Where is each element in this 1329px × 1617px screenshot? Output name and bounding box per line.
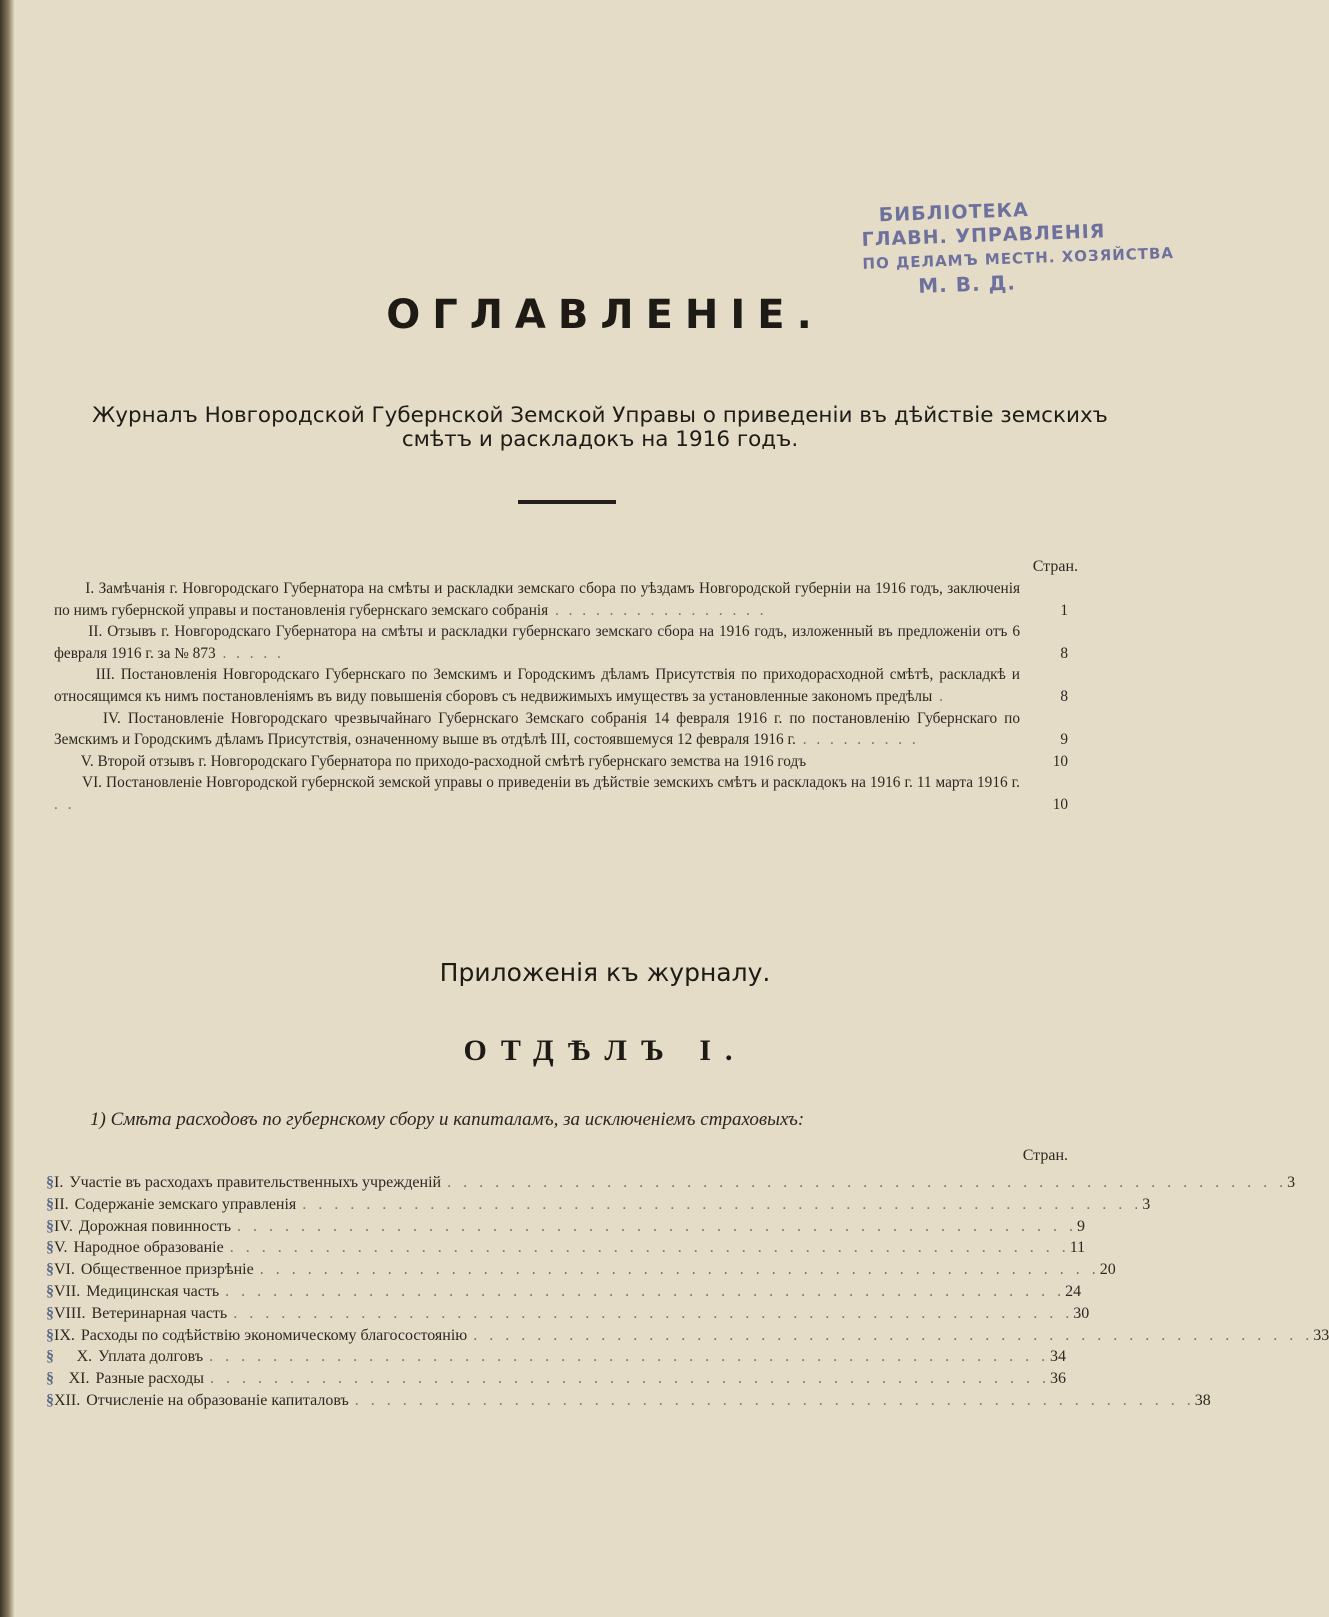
dot-leader: . . . . . . . . . . . . . . . . . . . . . . . . . . . . . . . . . . . . . . . . . . . . . . . . . . . . . xyxy=(354,1391,1195,1409)
row-label: Уплата долговъ xyxy=(98,1348,204,1366)
row-page: 38 xyxy=(1194,1391,1211,1409)
journal-entry xyxy=(54,751,1068,773)
appendix-heading: Приложенiя къ журналу. xyxy=(439,958,771,987)
section-sign: § xyxy=(46,1370,54,1388)
dot-leader: . . . . . xyxy=(215,644,284,662)
dot-leader: . . . . . . . . . xyxy=(795,731,919,749)
entry-page: 8 xyxy=(1060,687,1068,705)
row-number: IV. xyxy=(54,1217,73,1235)
row-number: VI. xyxy=(54,1261,75,1279)
entry-page: 8 xyxy=(1060,644,1068,662)
budget-row xyxy=(46,1368,1066,1390)
stamp-line-4: М. В. Д. xyxy=(917,270,1017,298)
title-divider xyxy=(518,500,616,504)
row-label: Медицинская часть xyxy=(86,1282,220,1300)
entry-text: Замѣчанiя г. Новгородскаго Губернатора на смѣты и раскладки земскаго сбора по уѣздамъ Новгородской губернiи на 1916 годъ, заключенiя по нимъ губернской управы и постановленiя губернскаго земскаго собранiя xyxy=(54,580,1020,619)
budget-row xyxy=(46,1390,1211,1412)
dot-leader: . . . . . . . . . . . . . . . . . . . . . . . . . . . . . . . . . . . . . . . . . . . . . . . . . . . . . xyxy=(210,1370,1050,1388)
journal-contents xyxy=(54,578,1068,816)
row-page: 33 xyxy=(1313,1326,1329,1344)
page-column-label: Стран. xyxy=(1022,1147,1068,1164)
row-number: II. xyxy=(54,1195,69,1213)
row-number: IX. xyxy=(54,1326,75,1344)
row-label: Отчисленiе на образованiе капиталовъ xyxy=(86,1391,349,1409)
entry-page: 10 xyxy=(1052,795,1068,813)
row-number: XI. xyxy=(68,1370,90,1388)
dot-leader: . . . . . . . . . . . . . . . . . . . . . . . . . . . . . . . . . . . . . . . . . . . . . . . . . . . . . xyxy=(225,1282,1066,1300)
row-label: Дорожная повинность xyxy=(78,1217,232,1235)
entry-text: Второй отзывъ г. Новгородскаго Губернатора по приходо-расходной смѣтѣ губернскаго земства на 1916 годъ xyxy=(97,752,807,770)
row-label: Народное образованiе xyxy=(73,1239,224,1257)
entry-number: I. xyxy=(85,580,95,597)
stamp-line-1: БИБЛIОТЕКА xyxy=(878,199,1030,227)
row-label: Разные расходы xyxy=(95,1370,204,1388)
dot-leader: . . . . . . . . . . . . . . . . . . . . . . . . . . . . . . . . . . . . . . . . . . . . . . . . . . . . . xyxy=(233,1304,1074,1322)
section-sign: § xyxy=(46,1195,54,1213)
budget-row xyxy=(46,1216,1086,1238)
journal-entry xyxy=(54,664,1068,707)
dot-leader: . . . . . . . . . . . . . . . . . . . . . . . . . . . . . . . . . . . . . . . . . . . . . . . . . . . . . xyxy=(447,1174,1288,1191)
journal-subtitle: Журналъ Новгородской Губернской Земской Управы о приведенiи въ дѣйствiе земскихъ смѣтъ и раскладокъ на 1916 годъ. xyxy=(92,403,1108,452)
entry-number: II. xyxy=(88,623,103,641)
estimate-heading: 1) Смѣта расходовъ по губернскому сбору и капиталамъ, за исключенiемъ страховыхъ: xyxy=(90,1109,805,1130)
row-label: Содержанiе земскаго управленiя xyxy=(74,1195,297,1213)
budget-row xyxy=(46,1281,1082,1303)
journal-entry xyxy=(54,708,1068,751)
row-number: I. xyxy=(54,1174,64,1191)
row-page: 3 xyxy=(1142,1195,1151,1213)
section-sign: § xyxy=(46,1348,54,1366)
dot-leader: . . xyxy=(54,795,75,813)
row-page: 30 xyxy=(1073,1304,1090,1322)
section-sign: § xyxy=(46,1282,54,1300)
budget-contents xyxy=(46,1172,1329,1412)
budget-row xyxy=(46,1346,1066,1368)
section-sign: § xyxy=(46,1217,54,1235)
section-sign: § xyxy=(46,1304,54,1322)
row-label: Участiе въ расходахъ правительственныхъ учрежденiй xyxy=(69,1174,442,1191)
dot-leader: . . . . . . . . . . . . . . . . . . . . . . . . . . . . . . . . . . . . . . . . . . . . . . . . . . . . . xyxy=(229,1239,1070,1257)
row-page: 34 xyxy=(1050,1348,1067,1366)
entry-page: 10 xyxy=(1052,752,1068,770)
row-page: 24 xyxy=(1065,1282,1082,1300)
row-number: V. xyxy=(54,1239,68,1257)
journal-entry xyxy=(54,578,1068,621)
budget-row xyxy=(46,1172,1296,1194)
row-number: VII. xyxy=(54,1282,81,1300)
journal-entry xyxy=(54,621,1068,664)
stamp-line-3: ПО ДЕЛАМЪ МЕСТН. ХОЗЯЙСТВА xyxy=(862,243,1175,273)
entry-page: 9 xyxy=(1060,731,1068,749)
budget-row xyxy=(46,1194,1151,1216)
library-stamp xyxy=(860,196,1175,300)
entry-number: III. xyxy=(95,666,115,684)
entry-page: 1 xyxy=(1060,601,1068,619)
dot-leader: . . . . . . . . . . . . . . . . . . . . . . . . . . . . . . . . . . . . . . . . . . . . . . . . . . . . . xyxy=(302,1195,1143,1213)
page-title: ОГЛАВЛЕНIЕ. xyxy=(386,292,824,338)
budget-row xyxy=(46,1303,1090,1325)
section-sign: § xyxy=(46,1174,54,1191)
entry-number: VI. xyxy=(82,774,102,792)
row-label: Общественное призрѣнiе xyxy=(80,1261,254,1279)
stamp-line-2: ГЛАВН. УПРАВЛЕНIЯ xyxy=(861,220,1106,251)
row-number: X. xyxy=(76,1348,93,1366)
row-page: 3 xyxy=(1287,1174,1296,1191)
dot-leader: . . . . . . . . . . . . . . . . . . . . . . . . . . . . . . . . . . . . . . . . . . . . . . . . . . . . . xyxy=(209,1348,1050,1366)
section-sign: § xyxy=(46,1261,54,1279)
section-sign: § xyxy=(46,1326,54,1344)
dot-leader: . . . . . . . . . . . . . . . . . . . . . . . . . . . . . . . . . . . . . . . . . . . . . . . . . . . . . xyxy=(473,1326,1314,1344)
dot-leader: . . . . . . . . . . . . . . . . . . . . . . . . . . . . . . . . . . . . . . . . . . . . . . . . . . . . . xyxy=(259,1261,1100,1279)
row-number: XII. xyxy=(54,1391,81,1409)
row-page: 11 xyxy=(1069,1239,1086,1257)
entry-number: V. xyxy=(80,752,94,770)
entry-number: IV. xyxy=(102,709,121,727)
row-label: Ветеринарная часть xyxy=(91,1304,228,1322)
budget-row xyxy=(46,1259,1116,1281)
journal-entry xyxy=(54,772,1068,815)
row-page: 20 xyxy=(1099,1261,1116,1279)
row-page: 36 xyxy=(1050,1370,1066,1388)
section-sign: § xyxy=(46,1239,54,1257)
section-sign: § xyxy=(46,1391,54,1409)
row-number: VIII. xyxy=(54,1304,86,1322)
dot-leader: . . . . . . . . . . . . . . . . xyxy=(548,601,767,619)
entry-text: Постановленiя Новгородскаго Губернскаго по Земскимъ и Городскимъ дѣламъ Присутствiя по приходорасходной смѣтѣ, раскладкѣ и относящимся къ нимъ постановленiямъ въ виду повышенiя сборовъ съ недвижимыхъ имуществъ за установленные закономъ предѣлы xyxy=(54,666,1020,705)
entry-text: Постановленiе Новгородской губернской земской управы о приведенiи въ дѣйствiе земскихъ смѣтъ и раскладокъ на 1916 г. 11 марта 1916 г. xyxy=(106,774,1021,792)
entry-text: Постановленiе Новгородскаго чрезвычайнаго Губернскаго Земскаго собранiя 14 февраля 1916 г. по постановленiю Губернскаго по Земскимъ и Городскимъ дѣламъ Присутствiя, означенному выше въ отдѣлѣ III, состоявшемуся 12 февраля 1916 г. xyxy=(54,709,1020,749)
entry-text: Отзывъ г. Новгородскаго Губернатора на смѣты и раскладки губернскаго земскаго сбора на 1916 годъ, изложенный въ предложенiи отъ 6 февраля 1916 г. за № 873 xyxy=(54,623,1020,662)
dot-leader: . xyxy=(932,687,946,705)
page-column-label: Стран. xyxy=(1032,558,1078,575)
row-label: Расходы по содѣйствiю экономическому благосостоянiю xyxy=(80,1326,468,1344)
section-heading: ОТДѢЛЪ I. xyxy=(463,1034,747,1067)
budget-row xyxy=(46,1325,1329,1347)
page-binding-edge xyxy=(0,0,14,1617)
dot-leader: . . . . . . . . . . . . . . . . . . . . . . . . . . . . . . . . . . . . . . . . . . . . . . . . . . . . . xyxy=(237,1217,1078,1235)
row-page: 9 xyxy=(1077,1217,1086,1235)
budget-row xyxy=(46,1237,1086,1259)
